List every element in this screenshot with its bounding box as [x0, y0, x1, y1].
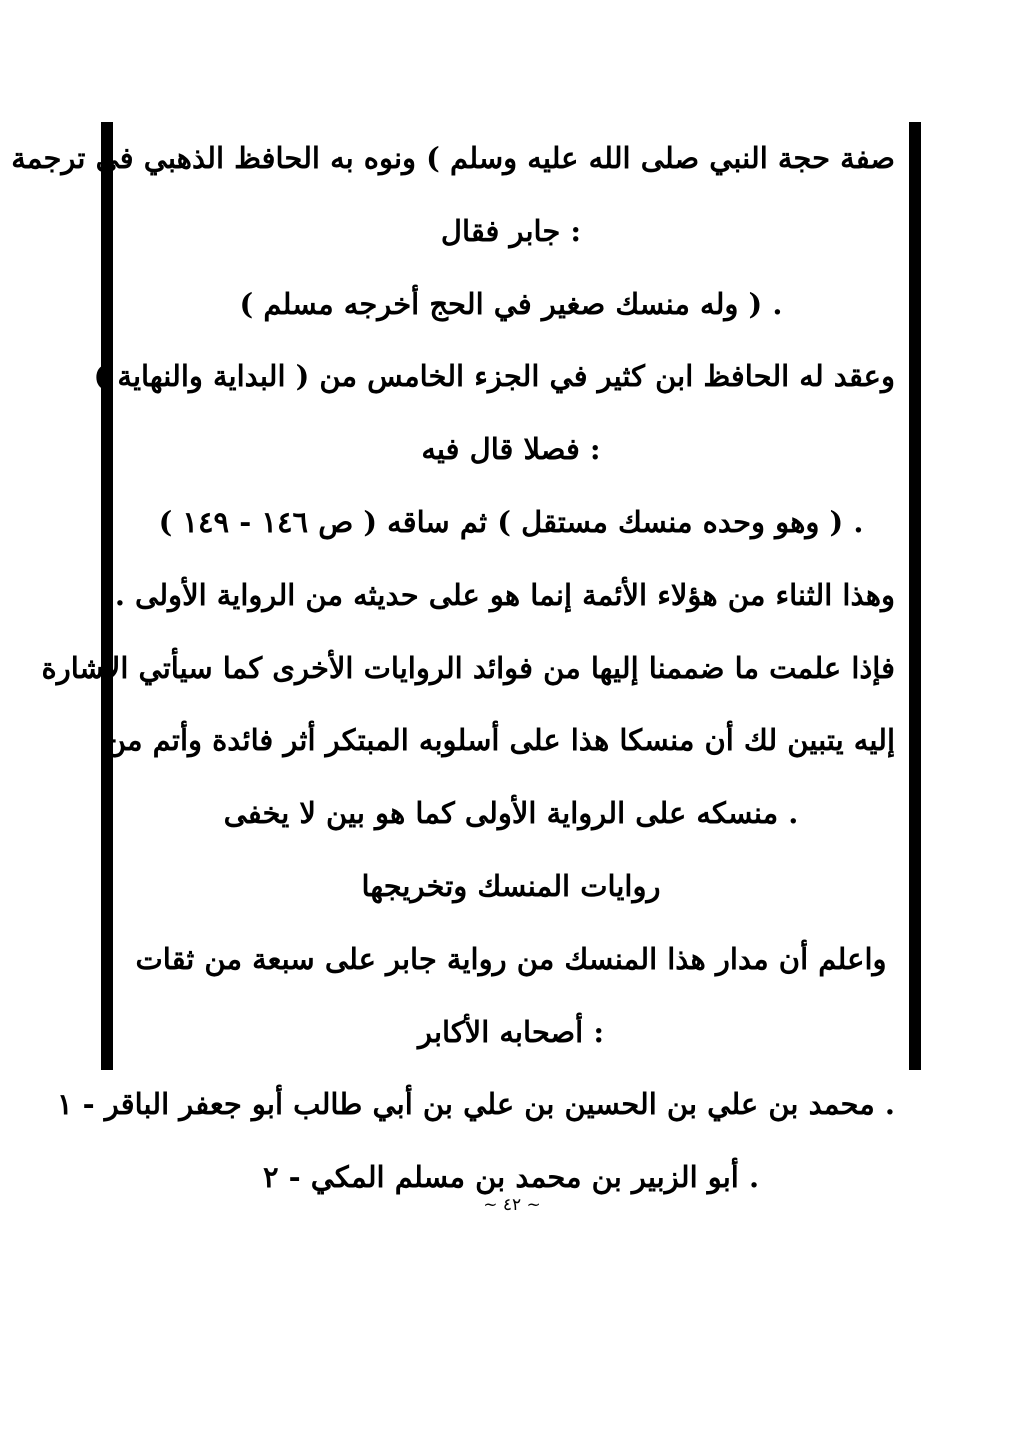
- text-line: : أصحابه الأكابر: [417, 1014, 605, 1049]
- text-line: . منسكه على الرواية الأولى كما هو بين لا يخفى: [223, 796, 799, 831]
- text-body: [11, 122, 901, 1214]
- text-line: وهذا الثناء من هؤلاء الأئمة إنما هو على حديثه من الرواية الأولى .: [114, 577, 895, 612]
- page-frame: [11, 122, 921, 1195]
- text-line: إليه يتبين لك أن منسكا هذا على أسلوبه المبتكر أثر فائدة وأتم من: [104, 723, 895, 758]
- text-line: واعلم أن مدار هذا المنسك من رواية جابر على سبعة من ثقات: [135, 941, 887, 976]
- page-number: ~ ٤٢ ~: [483, 1195, 541, 1215]
- text-line: وعقد له الحافظ ابن كثير في الجزء الخامس من ( البداية والنهاية ): [93, 359, 895, 394]
- section-heading: روايات المنسك وتخريجها: [361, 868, 661, 903]
- frame-border-right: [909, 122, 921, 1070]
- text-line: صفة حجة النبي صلى الله عليه وسلم ) ونوه به الحافظ الذهبي في ترجمة: [11, 141, 895, 175]
- text-line: . أبو الزبير بن محمد بن مسلم المكي - ٢: [262, 1160, 760, 1195]
- text-line: . ( وله منسك صغير في الحج أخرجه مسلم ): [239, 286, 783, 321]
- text-line: . محمد بن علي بن الحسين بن علي بن أبي طالب أبو جعفر الباقر - ١: [56, 1087, 895, 1122]
- text-line: : جابر فقال: [440, 213, 582, 248]
- text-line: فإذا علمت ما ضممنا إليها من فوائد الروايات الأخرى كما سيأتي الإشارة: [41, 650, 895, 685]
- text-line: . ( وهو وحده منسك مستقل ) ثم ساقه ( ص ١٤٦ - ١٤٩ ): [158, 504, 864, 539]
- frame-border-left: [101, 122, 113, 1070]
- text-line: : فصلا قال فيه: [421, 432, 601, 467]
